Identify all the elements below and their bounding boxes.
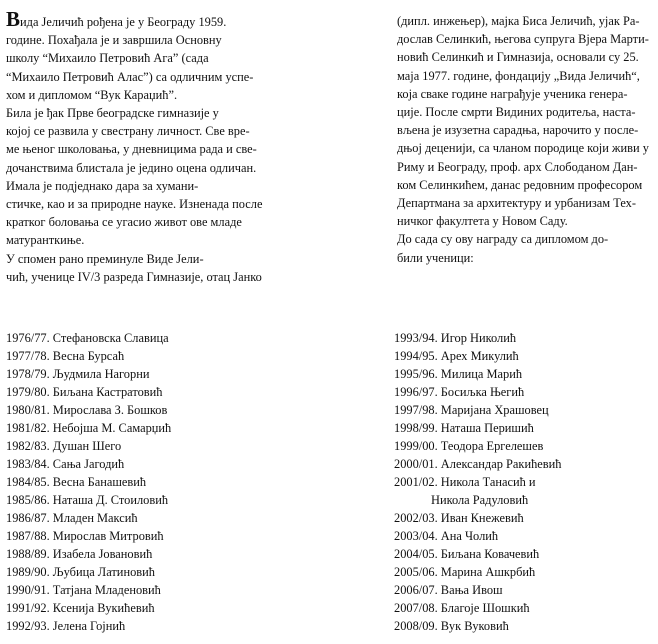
winner-entry: 1993/94. Игор Николић <box>394 331 517 345</box>
winner-entry-continuation: Никола Радуловић <box>431 493 529 507</box>
winner-entry: 1990/91. Татјана Младеновић <box>6 583 161 597</box>
article-line: ције. После смрти Видиних родитеља, наста- <box>397 105 636 120</box>
winner-entry: 1994/95. Арех Микулић <box>394 349 519 363</box>
winner-entry: 1984/85. Весна Банашевић <box>6 475 147 489</box>
winner-entry: 1991/92. Ксенија Вукићевић <box>6 601 155 615</box>
article-line: која сваке године награђује ученика генера- <box>397 86 628 101</box>
article-line: ничког факултета у Новом Саду. <box>397 214 568 229</box>
winner-entry: 1980/81. Мирослава З. Бошков <box>6 403 168 417</box>
winner-entry: 1976/77. Стефановска Славица <box>6 331 169 345</box>
article-line: новић Селинкић и Гимназија, основали су 25. <box>397 50 639 65</box>
winner-entry: 2007/08. Благоје Шошкић <box>394 601 530 615</box>
article-line: (дипл. инжењер), мајка Биса Јеличић, ујак Ра- <box>397 14 640 28</box>
winner-entry: 2001/02. Никола Танасић и <box>394 475 536 489</box>
winner-entry: 1977/78. Весна Бурсаћ <box>6 349 125 363</box>
dropcap: В <box>6 7 21 31</box>
winner-entry: 1985/86. Наташа Д. Стоиловић <box>6 493 169 507</box>
winner-entry: 2000/01. Александар Ракићевић <box>394 457 562 471</box>
winner-entry: 2005/06. Марина Ашкрбић <box>394 565 536 579</box>
winner-entry: 1999/00. Теодора Ергелешев <box>394 439 544 453</box>
winner-entry: 2004/05. Биљана Ковачевић <box>394 547 540 561</box>
winner-entry: 1998/99. Наташа Перишић <box>394 421 534 435</box>
article-line: стичке, као и за природне науке. Изненада после <box>6 197 263 212</box>
article-line: били ученици: <box>397 250 474 265</box>
article-line: Департмана за архитектуру и урбанизам Тех- <box>397 196 636 211</box>
article-line: вљена је изузетна сарадња, нарочито у после- <box>397 123 639 138</box>
winner-entry: 1995/96. Милица Марић <box>394 367 523 381</box>
article-left-column <box>6 7 268 286</box>
article-line: “Михаило Петровић Алас”) са одличним успе- <box>6 69 254 84</box>
winner-entry: 1982/83. Душан Шего <box>6 439 122 453</box>
article-line: године. Похађала је и завршила Основну <box>6 33 222 48</box>
winner-entry: 1987/88. Мирослав Митровић <box>6 529 164 543</box>
article-line: дочанствима блистала је једино оцена одличан. <box>6 160 257 175</box>
winner-entry: 1996/97. Босиљка Његић <box>394 385 525 399</box>
article-line: ме њеног школовања, у дневницима рада и све- <box>6 142 257 157</box>
winner-entry: 1988/89. Изабела Јовановић <box>6 547 153 561</box>
winner-entry: 1983/84. Сања Јагодић <box>6 457 125 471</box>
article-line: дослав Селинкић, његова супруга Вјера Марти- <box>397 32 649 47</box>
winner-entry: 1978/79. Људмила Нагорни <box>6 367 150 381</box>
winner-entry: 1989/90. Љубица Латиновић <box>6 565 155 579</box>
article-line: хом и дипломом “Вук Караџић”. <box>6 87 178 102</box>
article-line: дњој деценији, са чланом породице који живи у <box>397 141 649 156</box>
winner-entry: 1981/82. Небојша М. Самарџић <box>6 421 172 435</box>
article-line: матуранткиње. <box>6 233 85 248</box>
winners-list-left <box>6 329 171 635</box>
article-line: Имала је подједнако дара за хумани- <box>6 178 199 193</box>
winner-entry: 1986/87. Младен Максић <box>6 511 138 525</box>
winner-entry: 1992/93. Јелена Гојнић <box>6 619 126 633</box>
article-line: Риму и Београду, проф. арх Слободаном Дан- <box>397 159 638 174</box>
winner-entry: 2006/07. Вања Ивош <box>394 583 503 597</box>
article-right-column <box>397 12 655 267</box>
article-line: Била је ђак Прве београдске гимназије у <box>6 106 219 121</box>
article-line: кратког боловања се угасио живот ове младе <box>6 215 242 230</box>
article-line: школу “Михаило Петровић Ага” (сада <box>6 51 209 66</box>
article-line: У спомен рано преминуле Виде Јели- <box>6 251 204 266</box>
article-line: ком Селинкићем, данас редовним професором <box>397 177 643 192</box>
article-line: којој се развила у свестрану личност. Све вре- <box>6 124 250 139</box>
article-line: маја 1977. године, фондацију „Вида Јеличић“, <box>397 68 640 83</box>
winner-entry: 2002/03. Иван Кнежевић <box>394 511 524 525</box>
article-line: Вида Јеличић рођена је у Београду 1959. <box>6 7 227 31</box>
winners-list-right <box>394 329 561 635</box>
winner-entry: 1979/80. Биљана Кастратовић <box>6 385 163 399</box>
winner-entry: 2008/09. Вук Вуковић <box>394 619 509 633</box>
article-line: До сада су ову награду са дипломом до- <box>397 232 609 247</box>
winner-entry: 2003/04. Ана Чолић <box>394 529 499 543</box>
winner-entry: 1997/98. Маријана Храшовец <box>394 403 549 417</box>
article-line: чић, ученице IV/3 разреда Гимназије, отац Јанко <box>6 269 262 284</box>
